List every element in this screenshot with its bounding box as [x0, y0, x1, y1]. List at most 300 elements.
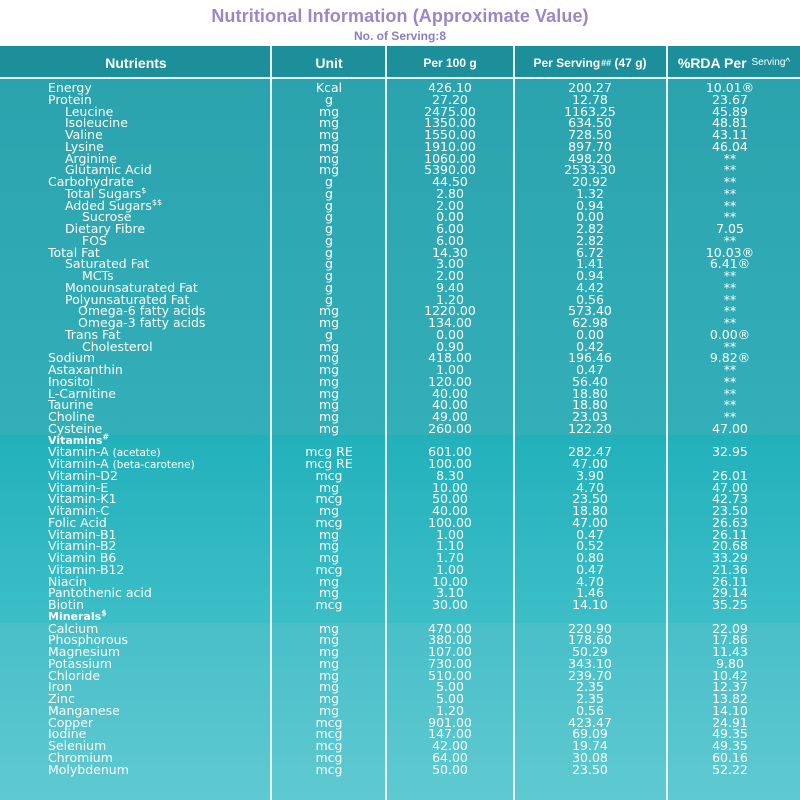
per-serving-cell: 2.82	[576, 221, 604, 236]
header-per-serving-sup: ##	[601, 57, 612, 68]
nutrient-label: Vitamin-E	[48, 479, 109, 495]
rda-cell: 24.91	[712, 714, 748, 730]
unit-cell: mg	[318, 385, 340, 401]
rda-cell: 26.11	[712, 526, 748, 542]
per-serving-cell: 12.78	[572, 91, 608, 107]
per-serving-cell: 1163.25	[564, 103, 616, 119]
unit-cell: mcg	[315, 738, 343, 753]
table-header	[0, 46, 800, 79]
unit-cell: mcg	[315, 514, 343, 530]
rda-cell: 52.22	[712, 761, 748, 777]
per-serving-cell: 200.27	[568, 80, 612, 95]
nutrient-label: Trans Fat	[65, 326, 121, 342]
per-100g-cell: 2.80	[436, 185, 464, 201]
section-header-row	[0, 431, 800, 447]
per-serving-cell: 0.00	[576, 209, 604, 225]
per-100g-cell: 0.90	[436, 338, 464, 354]
unit-cell: mcg	[315, 597, 343, 612]
nutrient-label: Lysine	[65, 138, 104, 154]
per-100g-cell: 5.00	[436, 691, 464, 706]
nutrient-label: Chromium	[48, 749, 113, 765]
per-100g-cell: 1350.00	[424, 115, 476, 131]
per-serving-cell: 23.50	[572, 761, 608, 777]
unit-cell: mg	[318, 538, 340, 554]
unit-cell: mcg RE	[305, 444, 353, 460]
nutrient-label: Vitamin-B12	[48, 561, 125, 577]
per-100g-cell: 40.00	[432, 503, 468, 518]
per-serving-cell: 23.03	[572, 409, 608, 424]
unit-cell: mg	[318, 303, 340, 319]
unit-cell: g	[325, 209, 333, 225]
per-serving-cell: 282.47	[568, 444, 612, 460]
rda-cell: 14.10	[712, 702, 748, 718]
rda-cell: 9.82®	[709, 350, 751, 366]
rda-cell: 46.04	[712, 138, 748, 154]
unit-cell: mg	[318, 397, 340, 413]
per-serving-cell: 728.50	[568, 127, 612, 142]
per-serving-cell: 0.80	[576, 550, 604, 565]
nutrient-label: Vitamin-A	[48, 444, 109, 460]
table-row	[0, 514, 800, 530]
per-serving-cell: 50.29	[572, 644, 608, 659]
nutrient-label: Phosphorous	[48, 632, 129, 648]
rda-cell: 20.68	[712, 538, 748, 554]
nutrient-label: Molybdenum	[48, 761, 129, 777]
unit-cell: g	[325, 174, 333, 189]
header-rda	[668, 46, 800, 79]
nutrient-label: Taurine	[48, 397, 94, 413]
rda-cell: 60.16	[712, 749, 748, 765]
table-row	[0, 91, 800, 107]
nutrient-label: Iron	[48, 679, 73, 695]
rda-cell: 26.01	[712, 467, 748, 483]
table-row	[0, 373, 800, 389]
header-rda-sup: Serving^	[751, 57, 791, 68]
per-100g-cell: 418.00	[428, 350, 472, 366]
nutrient-label: Protein	[48, 91, 92, 107]
nutrient-label: Calcium	[48, 620, 99, 636]
nutrient-label: Omega-6 fatty acids	[78, 303, 206, 319]
unit-cell: mcg	[315, 761, 343, 777]
unit-cell: Kcal	[315, 80, 343, 95]
rda-cell: 47.00	[712, 479, 748, 495]
per-100g-cell: 2.00	[436, 268, 464, 283]
per-100g-cell: 6.00	[436, 232, 464, 248]
per-100g-cell: 1.00	[436, 362, 464, 377]
per-100g-cell: 40.00	[432, 385, 468, 401]
per-serving-cell: 18.80	[572, 503, 608, 518]
rda-cell: **	[723, 338, 737, 354]
rda-cell: **	[723, 209, 737, 225]
footnote-marker: #	[102, 431, 110, 441]
rda-cell: 12.37	[712, 679, 748, 695]
table-row	[0, 728, 800, 740]
rda-cell: 32.95	[712, 444, 748, 460]
per-serving-cell: 56.40	[572, 373, 608, 389]
per-100g-cell: 510.00	[428, 667, 472, 683]
rda-cell: 6.41®	[709, 256, 751, 272]
per-serving-cell: 2533.30	[564, 162, 616, 178]
per-serving-cell: 14.10	[572, 597, 608, 612]
table-row	[0, 561, 800, 577]
footnote-marker: $$	[151, 197, 163, 207]
per-serving-cell: 0.00	[576, 326, 604, 342]
per-100g-cell: 730.00	[428, 655, 472, 671]
unit-cell: mg	[318, 479, 340, 495]
per-serving-cell: 573.40	[568, 303, 612, 319]
table-row	[0, 385, 800, 401]
nutrient-label: Omega-3 fatty acids	[78, 315, 206, 330]
table-row	[0, 82, 800, 94]
nutrient-label: Energy	[48, 80, 92, 95]
rda-cell: **	[723, 268, 737, 283]
per-serving-cell: 47.00	[572, 456, 608, 471]
rda-cell: 10.42	[712, 667, 748, 683]
per-100g-cell: 100.00	[428, 456, 472, 471]
nutrient-label: Polyunsaturated Fat	[65, 291, 190, 307]
nutrient-label: Total Sugars	[65, 185, 142, 201]
unit-cell: mg	[318, 420, 340, 436]
per-serving-cell: 220.90	[568, 620, 612, 636]
nutrient-label: Magnesium	[48, 644, 121, 659]
unit-cell: mcg RE	[305, 456, 353, 471]
rda-cell: 49.35	[712, 726, 748, 742]
nutrient-label: Saturated Fat	[65, 256, 150, 272]
per-serving-cell: 20.92	[572, 174, 608, 189]
rda-cell: **	[723, 385, 737, 401]
unit-cell: mcg	[315, 726, 343, 742]
rda-cell: 21.36	[712, 561, 748, 577]
per-100g-cell: 50.00	[432, 491, 468, 507]
per-serving-cell: 1.32	[576, 185, 604, 201]
per-serving-cell: 6.72	[576, 244, 604, 260]
rda-cell: 26.11	[712, 573, 748, 589]
unit-cell: mg	[318, 503, 340, 518]
table-row	[0, 446, 800, 458]
per-serving-cell: 1.41	[576, 256, 604, 272]
nutrient-note: (beta-carotene)	[112, 459, 195, 471]
unit-cell: mg	[318, 127, 340, 142]
per-100g-cell: 9.40	[436, 279, 464, 295]
per-serving-cell: 23.50	[572, 491, 608, 507]
per-serving-cell: 178.60	[568, 632, 612, 648]
table-body	[0, 82, 800, 775]
unit-cell: mcg	[315, 714, 343, 730]
per-serving-cell: 18.80	[572, 397, 608, 413]
per-100g-cell: 14.30	[432, 244, 468, 260]
nutrient-label: Sodium	[48, 350, 96, 366]
table-row	[0, 540, 800, 552]
per-serving-cell: 3.90	[576, 467, 604, 483]
nutrient-label: Cholesterol	[82, 338, 153, 354]
rda-cell: **	[723, 185, 737, 201]
per-100g-cell: 1.70	[436, 550, 464, 565]
nutrient-label: Iodine	[48, 726, 87, 742]
per-serving-cell: 0.42	[576, 338, 604, 354]
nutrient-label: Astaxanthin	[48, 362, 123, 377]
per-serving-cell: 0.52	[576, 538, 604, 554]
per-serving-cell: 0.56	[576, 291, 604, 307]
rda-cell: **	[723, 373, 737, 389]
nutrient-label: Glutamic Acid	[65, 162, 152, 178]
per-100g-cell: 380.00	[428, 632, 472, 648]
nutrient-label: Vitamin-K1	[48, 491, 117, 507]
page-subtitle: No. of Serving:8	[353, 29, 446, 43]
nutrient-label: Carbohydrate	[48, 174, 134, 189]
per-100g-cell: 601.00	[428, 444, 472, 460]
nutrient-name	[48, 761, 129, 777]
nutrient-label: Copper	[48, 714, 94, 730]
unit-cell: mg	[318, 103, 340, 119]
rda-cell: 9.80	[716, 655, 744, 671]
rda-cell: **	[723, 279, 737, 295]
header-nutrients: Nutrients	[105, 54, 167, 71]
per-100g-cell: 120.00	[428, 373, 472, 389]
per-100g-cell: 8.30	[436, 467, 464, 483]
per-serving-cell: 498.20	[568, 150, 612, 166]
rda-cell: 22.09	[712, 620, 748, 636]
table-row	[0, 714, 800, 730]
unit-cell: mg	[318, 350, 340, 366]
nutrient-label: L-Carnitine	[48, 385, 116, 401]
per-serving-cell: 0.47	[576, 526, 604, 542]
unit-cell: g	[325, 279, 333, 295]
per-serving-cell: 19.74	[572, 738, 608, 753]
per-100g-cell: 64.00	[432, 749, 468, 765]
table-row	[0, 526, 800, 542]
rda-cell: **	[723, 162, 737, 178]
nutrient-label: Arginine	[65, 150, 117, 166]
nutrient-label: Isoleucine	[65, 115, 128, 131]
per-100g-cell: 40.00	[432, 397, 468, 413]
table-row	[0, 599, 800, 611]
per-100g-cell: 1060.00	[424, 150, 476, 166]
unit-cell: mcg	[315, 561, 343, 577]
rda-cell: 0.00®	[709, 326, 751, 342]
rda-cell: 23.67	[712, 91, 748, 107]
nutrient-label: Niacin	[48, 573, 87, 589]
unit-cell: mg	[318, 115, 340, 131]
per-serving-cell: 2.35	[576, 679, 604, 695]
table-row	[0, 364, 800, 376]
unit-cell: mg	[318, 526, 340, 542]
rda-cell: 45.89	[712, 103, 748, 119]
per-serving-cell: 4.70	[576, 573, 604, 589]
rda-cell: 47.00	[712, 420, 748, 436]
unit-cell: mg	[318, 138, 340, 154]
unit-cell: g	[325, 326, 333, 342]
unit-cell: mg	[318, 373, 340, 389]
unit-cell: g	[325, 185, 333, 201]
unit-cell: mcg	[315, 467, 343, 483]
per-serving-cell: 62.98	[572, 315, 608, 330]
per-serving-cell: 30.08	[572, 749, 608, 765]
per-100g-cell: 6.00	[436, 221, 464, 236]
per-serving-cell: 343.10	[568, 655, 612, 671]
rda-cell: 42.73	[712, 491, 748, 507]
table-row	[0, 646, 800, 658]
nutrient-label: Vitamin-A	[48, 456, 109, 471]
per-100g-cell: 44.50	[432, 174, 468, 189]
per-serving-cell: 47.00	[572, 514, 608, 530]
rda-cell: **	[723, 315, 737, 330]
rda-cell: 7.05	[716, 221, 744, 236]
nutrient-label: Sucrose	[82, 209, 132, 225]
per-serving-cell: 1.46	[576, 585, 604, 601]
per-100g-cell: 27.20	[432, 91, 468, 107]
per-100g-cell: 3.00	[436, 256, 464, 272]
table-row	[0, 420, 800, 436]
per-serving-cell: 196.46	[568, 350, 612, 366]
per-serving-cell: 2.35	[576, 691, 604, 706]
table-row	[0, 693, 800, 705]
unit-cell: mg	[318, 550, 340, 565]
nutrient-label: Cysteine	[48, 420, 103, 436]
unit-cell: mg	[318, 667, 340, 683]
table-row	[0, 655, 800, 671]
unit-cell: g	[325, 91, 333, 107]
header-per-100g: Per 100 g	[423, 55, 477, 70]
unit-cell: g	[325, 197, 333, 213]
rda-cell: 23.50	[712, 503, 748, 518]
per-serving-cell: 897.70	[568, 138, 612, 154]
per-serving-cell: 4.70	[576, 479, 604, 495]
table-row	[0, 479, 800, 495]
header-unit: Unit	[315, 54, 343, 71]
rda-cell: **	[723, 150, 737, 166]
per-100g-cell: 42.00	[432, 738, 468, 753]
per-serving-cell: 423.47	[568, 714, 612, 730]
nutrient-label: Chloride	[48, 667, 101, 683]
per-100g-cell: 1910.00	[424, 138, 476, 154]
nutrient-label: Selenium	[48, 738, 107, 753]
header-divider	[0, 77, 800, 79]
nutrient-label: Biotin	[48, 597, 84, 612]
per-serving-cell: 122.20	[568, 420, 612, 436]
table-row	[0, 681, 800, 693]
per-100g-cell: 470.00	[428, 620, 472, 636]
table-row	[0, 223, 800, 235]
rda-cell: 17.86	[712, 632, 748, 648]
per-100g-cell: 1.20	[436, 291, 464, 307]
per-serving-cell: 0.47	[576, 362, 604, 377]
per-100g-cell: 2.00	[436, 197, 464, 213]
unit-cell: g	[325, 291, 333, 307]
rda-cell: 10.01®	[705, 80, 755, 95]
table-row	[0, 467, 800, 483]
nutrient-label: Pantothenic acid	[48, 585, 152, 601]
per-100g-cell: 1550.00	[424, 127, 476, 142]
unit-cell: mg	[318, 655, 340, 671]
rda-cell: 26.63	[712, 514, 748, 530]
nutrient-label: Leucine	[65, 103, 114, 119]
nutrient-label: Total Fat	[48, 244, 100, 260]
per-serving-cell: 0.94	[576, 197, 604, 213]
per-100g-cell: 10.00	[432, 573, 468, 589]
rda-cell: 10.03®	[705, 244, 755, 260]
unit-cell: mcg	[315, 749, 343, 765]
unit-cell: mg	[318, 679, 340, 695]
per-serving-cell: 2.82	[576, 232, 604, 248]
section-header-row	[0, 608, 800, 623]
table-row	[0, 702, 800, 718]
unit-cell: mg	[318, 644, 340, 659]
page-title: Nutritional Information (Approximate Value)	[211, 6, 589, 26]
per-100g-cell: 0.00	[436, 326, 464, 342]
table-row	[0, 493, 800, 505]
header-per-serving	[514, 46, 666, 79]
per-serving-cell: 18.80	[572, 385, 608, 401]
per-100g-cell: 5390.00	[424, 162, 476, 178]
rda-cell: **	[723, 362, 737, 377]
unit-cell: g	[325, 232, 333, 248]
table-row	[0, 129, 800, 141]
title-block	[0, 0, 800, 46]
nutrient-label: Vitamin-D2	[48, 467, 118, 483]
per-100g-cell: 5.00	[436, 679, 464, 695]
per-100g-cell: 426.10	[428, 80, 472, 95]
nutrient-label: FOS	[82, 232, 107, 248]
nutrient-label: Dietary Fibre	[65, 221, 146, 236]
table-row	[0, 138, 800, 154]
nutrient-label: Potassium	[48, 655, 112, 671]
nutrient-note: (acetate)	[112, 447, 161, 460]
per-100g-cell: 3.10	[436, 585, 464, 601]
table-row	[0, 117, 800, 129]
unit-cell: mg	[318, 150, 340, 166]
rda-cell: 11.43	[712, 644, 748, 659]
unit-cell: g	[325, 256, 333, 272]
nutrient-label: Vitamin-C	[48, 503, 110, 518]
per-100g-cell: 2475.00	[424, 103, 476, 119]
rda-cell: **	[723, 174, 737, 189]
per-100g-cell: 1.00	[436, 561, 464, 577]
rda-cell: 35.25	[712, 597, 748, 612]
rda-cell: 33.29	[712, 550, 748, 565]
nutrient-label: Vitamin B6	[48, 550, 117, 565]
nutrient-label: Inositol	[48, 373, 94, 389]
table-row	[0, 458, 800, 470]
rda-cell: **	[723, 303, 737, 319]
rda-cell: **	[723, 232, 737, 248]
per-100g-cell: 1220.00	[424, 303, 476, 319]
per-100g-cell: 0.00	[436, 209, 464, 225]
rda-cell: **	[723, 397, 737, 413]
rda-cell: 43.11	[712, 127, 748, 142]
unit-cell: g	[325, 268, 333, 283]
per-100g-cell: 147.00	[428, 726, 472, 742]
table-row	[0, 399, 800, 411]
per-100g-cell: 260.00	[428, 420, 472, 436]
unit-cell: g	[325, 244, 333, 260]
unit-cell: mg	[318, 315, 340, 330]
nutrient-label: Added Sugars	[65, 197, 152, 213]
rda-cell: 13.82	[712, 691, 748, 706]
unit-cell: mg	[318, 162, 340, 178]
nutrient-label: Zinc	[48, 691, 75, 706]
nutrient-label: Vitamin-B1	[48, 526, 117, 542]
per-100g-cell: 1.00	[436, 526, 464, 542]
nutrient-label: Valine	[65, 127, 103, 142]
per-serving-cell: 634.50	[568, 115, 612, 131]
nutrient-label: Vitamins	[48, 433, 103, 447]
per-100g-cell: 100.00	[428, 514, 472, 530]
table-row	[0, 761, 800, 777]
per-100g-cell: 901.00	[428, 714, 472, 730]
footnote-marker: $	[101, 608, 107, 618]
per-100g-cell: 50.00	[432, 761, 468, 777]
unit-cell: mg	[318, 573, 340, 589]
